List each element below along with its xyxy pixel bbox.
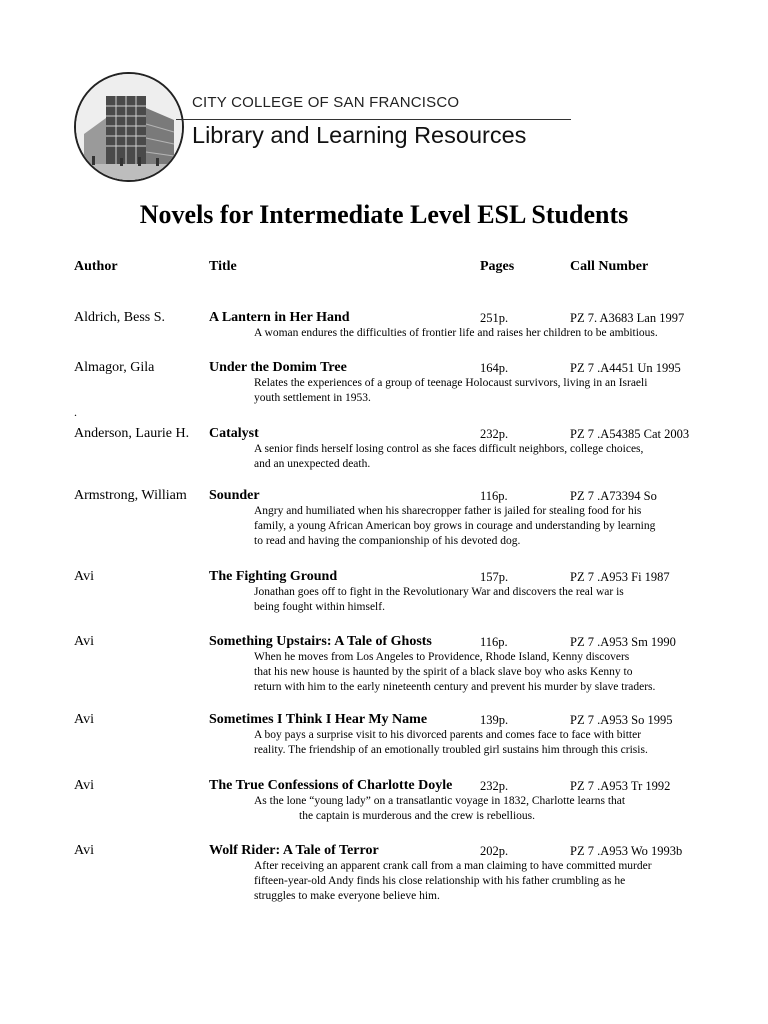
book-pages: 164p.: [480, 361, 509, 375]
book-title: Catalyst: [209, 426, 259, 441]
book-entry: [0, 426, 768, 482]
book-entry: [0, 360, 768, 416]
book-title: Wolf Rider: A Tale of Terror: [209, 843, 379, 858]
book-author: Almagor, Gila: [74, 360, 155, 375]
book-pages: 116p.: [480, 489, 508, 503]
book-pages: 251p.: [480, 311, 509, 325]
description-line: the captain is murderous and the crew is rebellious.: [299, 810, 535, 823]
book-description: [254, 650, 714, 696]
description-line: A boy pays a surprise visit to his divorced parents and comes face to face with bitter: [254, 729, 642, 741]
institution-name: CITY COLLEGE OF SAN FRANCISCO: [192, 94, 460, 111]
book-call-number: PZ 7 .A4451 Un 1995: [570, 361, 681, 375]
book-call-number: PZ 7 .A54385 Cat 2003: [570, 427, 690, 441]
library-building-logo: [74, 72, 184, 182]
book-title: The Fighting Ground: [209, 569, 338, 584]
department-name: Library and Learning Resources: [192, 122, 527, 148]
description-line: return with him to the early nineteenth century and prevent his murder by slave traders.: [254, 681, 656, 694]
book-description: [254, 376, 714, 406]
book-author: Avi: [74, 569, 94, 584]
description-line: being fought within himself.: [254, 601, 385, 614]
book-pages: 139p.: [480, 713, 509, 727]
description-line: A senior finds herself losing control as she faces difficult neighbors, college choices,: [254, 443, 644, 455]
description-line: to read and having the companionship of his devoted dog.: [254, 535, 521, 548]
book-entry: [0, 634, 768, 694]
book-call-number: PZ 7 .A953 Fi 1987: [570, 570, 670, 584]
book-author: Anderson, Laurie H.: [74, 426, 190, 441]
book-call-number: PZ 7 .A953 So 1995: [570, 713, 673, 727]
stray-mark: .: [74, 405, 77, 419]
book-entry: [0, 310, 768, 366]
description-line: After receiving an apparent crank call from a man claiming to have committed murder: [254, 860, 652, 872]
description-line: reality. The friendship of an emotionally troubled girl sustains him through this crisis.: [254, 744, 648, 757]
book-pages: 157p.: [480, 570, 509, 584]
book-pages: 232p.: [480, 779, 509, 793]
description-line: When he moves from Los Angeles to Providence, Rhode Island, Kenny discovers: [254, 651, 630, 663]
book-pages: 116p.: [480, 635, 508, 649]
book-author: Avi: [74, 634, 94, 649]
book-description: [254, 326, 714, 341]
library-building-illustration: [76, 74, 182, 180]
description-line: Angry and humiliated when his sharecropper father is jailed for stealing food for his: [254, 505, 642, 517]
book-title: Sounder: [209, 488, 260, 503]
book-author: Avi: [74, 778, 94, 793]
book-entry: [0, 569, 768, 625]
description-line: youth settlement in 1953.: [254, 392, 371, 405]
description-line: A woman endures the difficulties of frontier life and raises her children to be ambitious.: [254, 327, 658, 339]
book-title: A Lantern in Her Hand: [209, 310, 350, 325]
description-line: Jonathan goes off to fight in the Revolutionary War and discovers the real war is: [254, 586, 624, 598]
book-call-number: PZ 7 .A73394 So: [570, 489, 657, 503]
description-line: As the lone “young lady” on a transatlantic voyage in 1832, Charlotte learns that: [254, 795, 626, 807]
book-title: Under the Domim Tree: [209, 360, 347, 375]
book-title: Something Upstairs: A Tale of Ghosts: [209, 634, 432, 649]
book-description: [254, 794, 714, 824]
column-header-call-number: Call Number: [570, 259, 649, 274]
book-description: [254, 728, 714, 758]
book-author: Aldrich, Bess S.: [74, 310, 165, 325]
book-title: The True Confessions of Charlotte Doyle: [209, 778, 453, 793]
book-author: Avi: [74, 843, 94, 858]
book-author: Avi: [74, 712, 94, 727]
book-entry: [0, 488, 768, 548]
book-pages: 202p.: [480, 844, 509, 858]
book-description: [254, 859, 714, 905]
book-entry: [0, 712, 768, 768]
page-title: Novels for Intermediate Level ESL Students: [139, 200, 629, 229]
column-header-title: Title: [209, 259, 237, 274]
book-call-number: PZ 7. A3683 Lan 1997: [570, 311, 685, 325]
book-author: Armstrong, William: [74, 488, 187, 503]
description-line: and an unexpected death.: [254, 458, 371, 471]
book-call-number: PZ 7 .A953 Tr 1992: [570, 779, 671, 793]
book-entry: [0, 778, 768, 834]
book-call-number: PZ 7 .A953 Wo 1993b: [570, 844, 683, 858]
description-line: Relates the experiences of a group of teenage Holocaust survivors, living in an Israeli: [254, 377, 648, 389]
book-description: [254, 585, 714, 615]
description-line: family, a young African American boy grows in courage and understanding by learning: [254, 520, 656, 533]
book-entry: [0, 843, 768, 903]
book-description: [254, 504, 714, 550]
header-divider: [176, 119, 571, 120]
column-header-author: Author: [74, 259, 118, 274]
book-description: [254, 442, 714, 472]
description-line: that his new house is haunted by the spirit of a black slave boy who asks Kenny to: [254, 666, 633, 679]
book-pages: 232p.: [480, 427, 509, 441]
book-title: Sometimes I Think I Hear My Name: [209, 712, 428, 727]
column-header-pages: Pages: [480, 259, 515, 274]
book-call-number: PZ 7 .A953 Sm 1990: [570, 635, 676, 649]
description-line: fifteen-year-old Andy finds his close relationship with his father crumbling as he: [254, 875, 626, 888]
description-line: struggles to make everyone believe him.: [254, 890, 440, 903]
